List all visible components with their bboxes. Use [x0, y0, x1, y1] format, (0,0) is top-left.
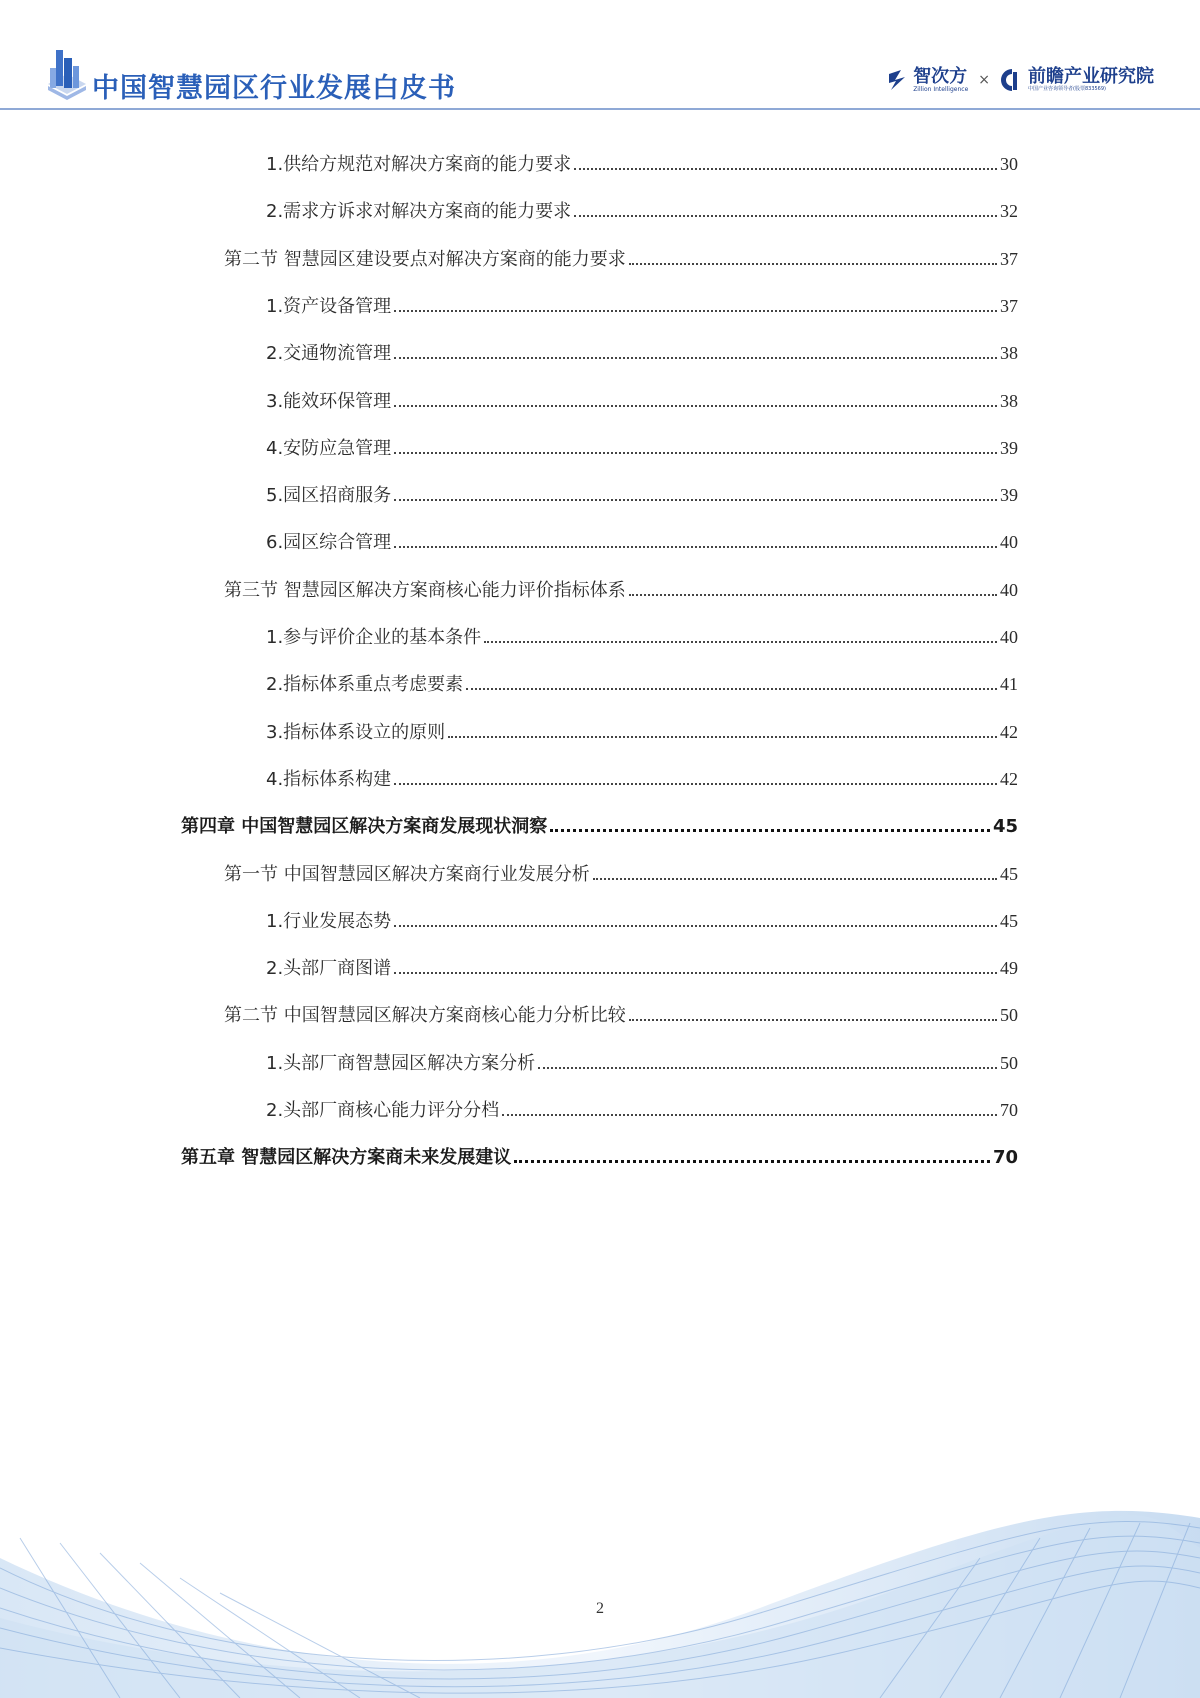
toc-dot-leader	[550, 828, 990, 832]
toc-entry-item[interactable]	[266, 292, 1018, 320]
toc-entry-page: 45	[1000, 863, 1018, 884]
toc-dot-leader	[466, 687, 997, 690]
toc-entry-page: 50	[1000, 1005, 1018, 1026]
toc-dot-leader	[394, 924, 997, 927]
toc-entry-page: 40	[1000, 579, 1018, 600]
toc-entry-label: 4.安防应急管理	[266, 437, 392, 459]
partner-zhicifang	[887, 65, 969, 93]
toc-entry-label: 2.交通物流管理	[266, 343, 392, 365]
partner-a-name: 智次方	[913, 65, 968, 87]
toc-entry-item[interactable]	[266, 954, 1018, 982]
header-divider	[0, 108, 1200, 110]
page-header	[0, 0, 1200, 112]
toc-entry-item[interactable]	[266, 623, 1018, 651]
toc-entry-page: 30	[1000, 154, 1018, 174]
toc-entry-item[interactable]	[266, 481, 1018, 509]
qianzhan-logo-icon	[1000, 67, 1024, 93]
toc-entry-item[interactable]	[266, 197, 1018, 225]
zhicifang-logo-icon	[887, 68, 909, 92]
toc-entry-section[interactable]	[224, 1001, 1018, 1029]
toc-dot-leader	[394, 782, 997, 785]
toc-entry-page: 32	[1000, 201, 1018, 222]
toc-entry-page: 37	[1000, 295, 1018, 316]
toc-dot-leader	[514, 1159, 990, 1163]
toc-entry-chapter[interactable]	[181, 812, 1018, 840]
toc-entry-item[interactable]	[266, 670, 1018, 698]
toc-entry-item[interactable]	[266, 1049, 1018, 1077]
toc-dot-leader	[629, 1018, 997, 1021]
toc-entry-label: 第二节 中国智慧园区解决方案商核心能力分析比较	[224, 1005, 626, 1027]
page-number: 2	[596, 1600, 604, 1617]
toc-entry-label: 4.指标体系构建	[266, 768, 392, 790]
toc-entry-page: 45	[1000, 910, 1018, 931]
toc-entry-label: 第四章 中国智慧园区解决方案商发展现状洞察	[181, 816, 548, 838]
toc-entry-page: 70	[1000, 1100, 1018, 1120]
toc-dot-leader	[448, 735, 997, 738]
toc-entry-label: 2.需求方诉求对解决方案商的能力要求	[266, 201, 572, 223]
toc-entry-item[interactable]	[266, 434, 1018, 462]
partner-qianzhan	[1000, 67, 1154, 93]
toc-entry-label: 1.资产设备管理	[266, 295, 392, 317]
toc-entry-label: 1.参与评价企业的基本条件	[266, 627, 482, 648]
toc-entry-page: 39	[1000, 437, 1018, 458]
toc-entry-page: 70	[992, 1147, 1018, 1169]
toc-dot-leader	[484, 640, 997, 643]
footer-wave-decoration	[0, 1438, 1200, 1698]
toc-entry-page: 41	[1000, 674, 1018, 695]
toc-entry-label: 3.指标体系设立的原则	[266, 721, 446, 743]
toc-entry-page: 37	[1000, 248, 1018, 269]
toc-dot-leader	[394, 356, 997, 359]
toc-dot-leader	[538, 1066, 997, 1069]
toc-entry-label: 2.指标体系重点考虑要素	[266, 674, 464, 696]
toc-entry-label: 1.行业发展态势	[266, 910, 392, 932]
building-logo-icon	[44, 44, 90, 106]
toc-entry-page: 38	[1000, 343, 1018, 364]
toc-dot-leader	[394, 309, 997, 312]
toc-entry-item[interactable]	[266, 150, 1018, 178]
toc-entry-label: 1.供给方规范对解决方案商的能力要求	[266, 154, 572, 175]
toc-dot-leader	[394, 545, 997, 548]
toc-dot-leader	[502, 1113, 997, 1116]
toc-entry-section[interactable]	[224, 245, 1018, 273]
toc-dot-leader	[574, 214, 997, 217]
toc-entry-section[interactable]	[224, 860, 1018, 888]
toc-entry-label: 第三节 智慧园区解决方案商核心能力评价指标体系	[224, 579, 626, 601]
document-title: 中国智慧园区行业发展白皮书	[92, 73, 456, 104]
toc-entry-page: 42	[1000, 721, 1018, 742]
toc-entry-label: 第五章 智慧园区解决方案商未来发展建议	[181, 1147, 512, 1169]
partner-a-subtitle: Zillion Intelligence	[913, 85, 969, 93]
toc-dot-leader	[394, 404, 997, 407]
toc-entry-label: 第一节 中国智慧园区解决方案商行业发展分析	[224, 863, 590, 885]
toc-dot-leader	[593, 877, 997, 880]
toc-entry-page: 40	[1000, 532, 1018, 553]
toc-entry-item[interactable]	[266, 718, 1018, 746]
toc-entry-label: 2.头部厂商图谱	[266, 958, 392, 980]
toc-entry-label: 第二节 智慧园区建设要点对解决方案商的能力要求	[224, 248, 626, 270]
toc-dot-leader	[394, 451, 997, 454]
toc-entry-label: 6.园区综合管理	[266, 532, 392, 554]
partner-b-name: 前瞻产业研究院	[1028, 65, 1154, 87]
toc-entry-chapter[interactable]	[181, 1143, 1018, 1171]
toc-entry-page: 50	[1000, 1052, 1018, 1073]
toc-entry-item[interactable]	[266, 387, 1018, 415]
toc-entry-section[interactable]	[224, 576, 1018, 604]
toc-entry-label: 5.园区招商服务	[266, 485, 392, 507]
toc-entry-item[interactable]	[266, 907, 1018, 935]
toc-entry-item[interactable]	[266, 528, 1018, 556]
toc-dot-leader	[574, 167, 997, 170]
toc-entry-label: 1.头部厂商智慧园区解决方案分析	[266, 1052, 536, 1074]
toc-entry-page: 39	[1000, 485, 1018, 506]
toc-entry-label: 2.头部厂商核心能力评分分档	[266, 1100, 500, 1121]
toc-entry-page: 49	[1000, 958, 1018, 979]
toc-entry-item[interactable]	[266, 1096, 1018, 1124]
toc-dot-leader	[629, 262, 997, 265]
toc-dot-leader	[394, 498, 997, 501]
toc-entry-item[interactable]	[266, 339, 1018, 367]
toc-entry-page: 45	[992, 816, 1018, 838]
toc-entry-page: 42	[1000, 768, 1018, 789]
partner-separator: ×	[978, 72, 990, 88]
toc-dot-leader	[629, 593, 997, 596]
toc-entry-page: 40	[1000, 627, 1018, 647]
partner-logos	[887, 64, 1154, 96]
toc-entry-item[interactable]	[266, 765, 1018, 793]
toc-entry-page: 38	[1000, 390, 1018, 411]
toc-entry-label: 3.能效环保管理	[266, 390, 392, 412]
toc-dot-leader	[394, 971, 997, 974]
partner-b-subtitle: 中国产业咨询领导者(股票833569)	[1028, 85, 1106, 92]
